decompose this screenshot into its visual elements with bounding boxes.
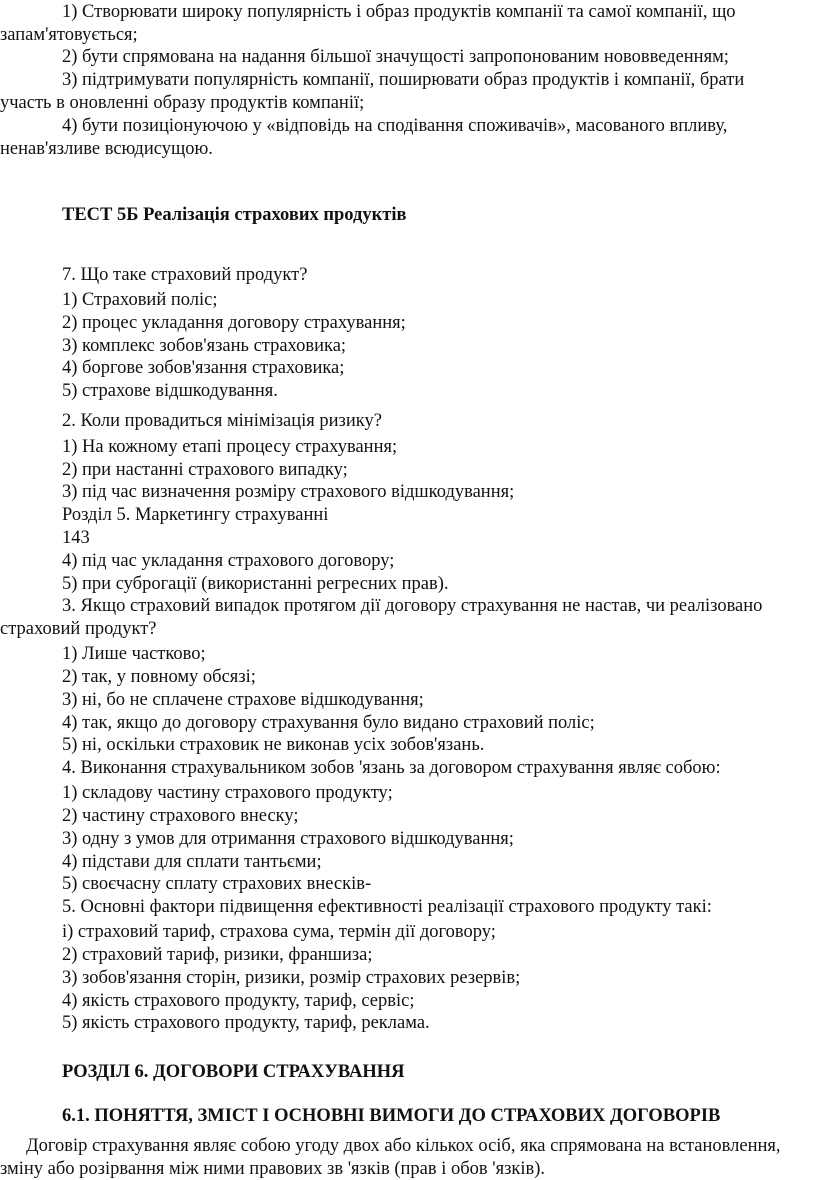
question-3: 3. Якщо страховий випадок протягом дії договору страхування не настав, чи реалізовано — [62, 596, 763, 616]
q2-option-5: 5) при суброгації (використанні регресних прав). — [62, 574, 449, 594]
question-7: 7. Що таке страховий продукт? — [62, 265, 308, 285]
q2-option-3: 3) під час визначення розміру страхового відшкодування; — [62, 482, 515, 502]
q5-option-1: і) страховий тариф, страхова сума, термін дії договору; — [62, 922, 496, 942]
q7-option-1: 1) Страховий поліс; — [62, 290, 218, 310]
q4-option-1: 1) складову частину страхового продукту; — [62, 783, 393, 803]
test-heading: ТЕСТ 5Б Реалізація страхових продуктів — [62, 205, 407, 225]
q3-option-1: 1) Лише частково; — [62, 644, 206, 664]
paragraph-line-2: зміну або розірвання між ними правових зв 'язків (прав і обов 'язків). — [0, 1159, 546, 1179]
q7-option-2: 2) процес укладання договору страхування; — [62, 313, 406, 333]
q5-option-2: 2) страховий тариф, ризики, франшиза; — [62, 945, 373, 965]
q5-option-4: 4) якість страхового продукту, тариф, сервіс; — [62, 991, 415, 1011]
question-3-cont: страховий продукт? — [0, 619, 157, 639]
intro-item-2: 2) бути спрямована на надання більшої значущості запропонованим нововведенням; — [62, 47, 729, 67]
question-5: 5. Основні фактори підвищення ефективності реалізації страхового продукту такі: — [62, 897, 712, 917]
q5-option-3: 3) зобов'язання сторін, ризики, розмір страхових резервів; — [62, 968, 521, 988]
paragraph-line-1: Договір страхування являє собою угоду двох або кількох осіб, яка спрямована на встановлення, — [26, 1136, 781, 1156]
q2-option-4: 4) під час укладання страхового договору; — [62, 551, 395, 571]
q2-option-1: 1) На кожному етапі процесу страхування; — [62, 437, 398, 457]
subsection-heading: 6.1. ПОНЯТТЯ, ЗМІСТ І ОСНОВНІ ВИМОГИ ДО СТРАХОВИХ ДОГОВОРІВ — [62, 1106, 721, 1126]
q3-option-4: 4) так, якщо до договору страхування було видано страховий поліс; — [62, 713, 595, 733]
q2-option-2: 2) при настанні страхового випадку; — [62, 460, 348, 480]
intro-item-1-cont: запам'ятовується; — [0, 25, 138, 45]
question-4: 4. Виконання страхувальником зобов 'язань за договором страхування являє собою: — [62, 758, 721, 778]
q4-option-4: 4) підстави для сплати тантьєми; — [62, 852, 322, 872]
q4-option-5: 5) своєчасну сплату страхових внесків- — [62, 874, 372, 894]
q4-option-2: 2) частину страхового внеску; — [62, 806, 299, 826]
q4-option-3: 3) одну з умов для отримання страхового відшкодування; — [62, 829, 514, 849]
q7-option-5: 5) страхове відшкодування. — [62, 381, 278, 401]
q7-option-3: 3) комплекс зобов'язань страховика; — [62, 336, 347, 356]
intro-item-3-cont: участь в оновленні образу продуктів компанії; — [0, 93, 365, 113]
intro-item-1: 1) Створювати широку популярність і образ продуктів компанії та самої компанії, що — [62, 2, 736, 22]
running-header: Розділ 5. Маркетингу страхуванні — [62, 505, 329, 525]
section-heading: РОЗДІЛ 6. ДОГОВОРИ СТРАХУВАННЯ — [62, 1062, 405, 1082]
q3-option-3: 3) ні, бо не сплачене страхове відшкодування; — [62, 690, 424, 710]
intro-item-4-cont: ненав'язливе всюдисущою. — [0, 139, 213, 159]
page-number: 143 — [62, 528, 90, 548]
intro-item-4: 4) бути позиціонуючою у «відповідь на сподівання споживачів», масованого впливу, — [62, 116, 728, 136]
q3-option-2: 2) так, у повному обсязі; — [62, 667, 256, 687]
q5-option-5: 5) якість страхового продукту, тариф, реклама. — [62, 1013, 430, 1033]
question-2: 2. Коли провадиться мінімізація ризику? — [62, 411, 382, 431]
intro-item-3: 3) підтримувати популярність компанії, поширювати образ продуктів і компанії, брати — [62, 70, 745, 90]
q3-option-5: 5) ні, оскільки страховик не виконав усіх зобов'язань. — [62, 735, 485, 755]
q7-option-4: 4) боргове зобов'язання страховика; — [62, 358, 345, 378]
